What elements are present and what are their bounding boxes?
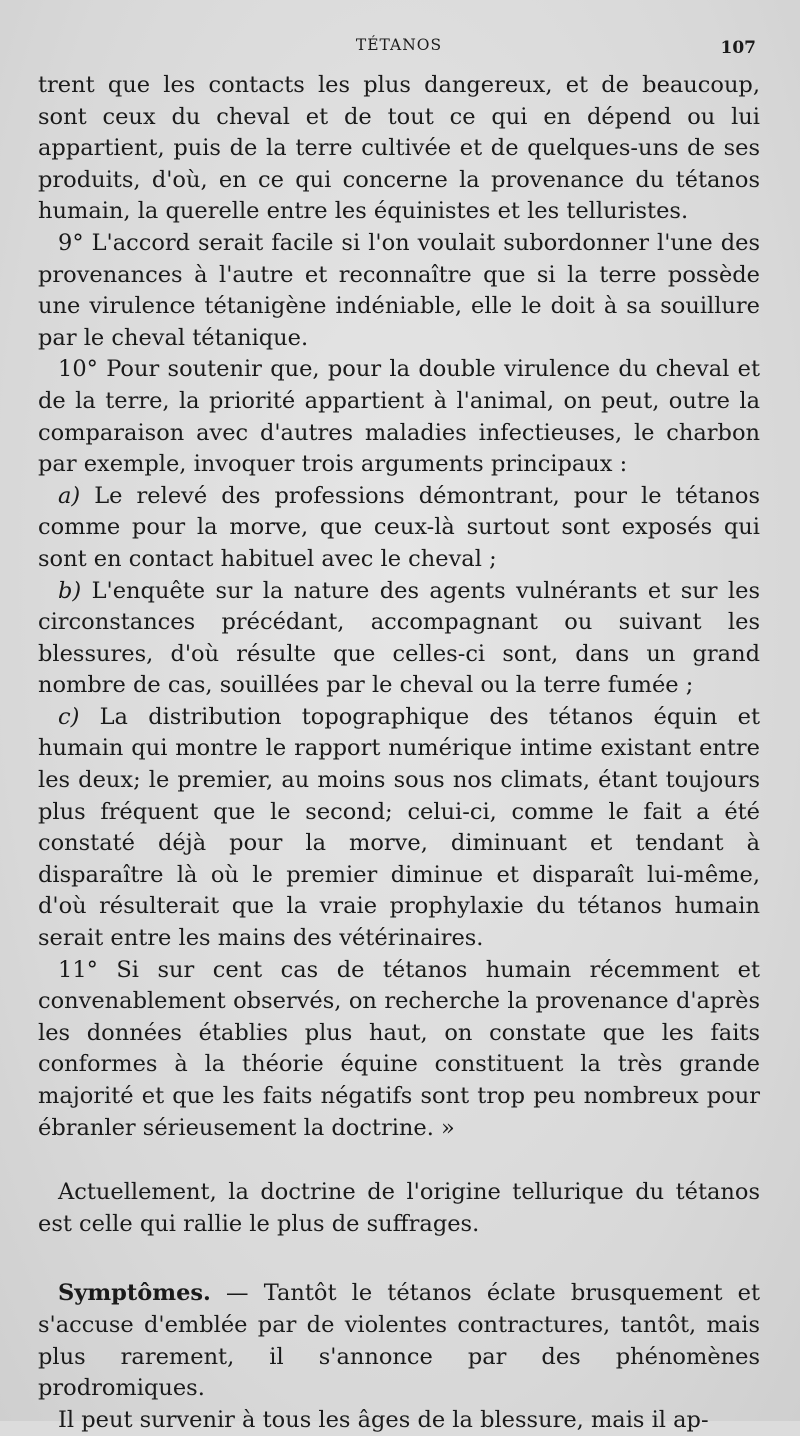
page-number: 107 [720,38,756,58]
argument-a-label: a) [58,482,81,509]
running-header [38,30,760,64]
paragraph-argument-a [38,481,760,576]
running-title: TÉTANOS [355,36,443,54]
paragraph-continuation: trent que les contacts les plus dangereux, et de beaucoup, sont ceux du cheval et de tout ce qui en dépend ou lui appartient, puis de la terre cultivée et de quelques-uns de ses produits, d'où, en ce qui concerne la provenance du tétanos humain, la querelle entre les équinistes et les telluristes. [38,72,760,225]
paragraph-onset: Il peut survenir à tous les âges de la blessure, mais il ap- [58,1406,709,1433]
paragraph-current-doctrine: Actuellement, la doctrine de l'origine tellurique du tétanos est celle qui rallie le plus de suffrages. [38,1179,760,1237]
section-heading-symptoms: Symptômes. [58,1280,211,1307]
argument-b-label: b) [58,577,82,604]
argument-a-text: Le relevé des professions démontrant, pour le tétanos comme pour la morve, que ceux-là surtout sont exposés qui sont en contact habituel avec le cheval ; [38,482,760,572]
body-text [38,70,760,1436]
paragraph-argument-b [38,576,760,702]
paragraph-argument-c [38,702,760,955]
paragraph-point-11: 11° Si sur cent cas de tétanos humain récemment et convenablement observés, on recherche la provenance d'après les données établies plus haut, on constate que les faits conformes à la théorie équine constituent la très grande majorité et que les faits négatifs sont trop peu nombreux pour ébranler sérieusement la doctrine. » [38,956,760,1141]
paragraph-spacer [38,1144,760,1177]
section-spacer [38,1240,760,1278]
argument-c-label: c) [58,703,80,730]
paragraph-point-10: 10° Pour soutenir que, pour la double virulence du cheval et de la terre, la priorité appartient à l'animal, on peut, outre la comparaison avec d'autres maladies infectieuses, le charbon par exemple, invoquer trois arguments principaux : [38,356,760,478]
paragraph-symptoms [38,1278,760,1404]
argument-c-text: La distribution topographique des tétanos équin et humain qui montre le rapport numérique intime existant entre les deux; le premier, au moins sous nos climats, étant toujours plus fréquent que le second; celui-ci, comme le fait a été constaté déjà pour la morve, diminuant et tendant à disparaître là où le premier diminue et disparaît lui-même, d'où résulterait que la vraie prophylaxie du tétanos humain serait entre les mains des vétérinaires. [38,703,760,952]
paragraph-point-9: 9° L'accord serait facile si l'on voulait subordonner l'une des provenances à l'autre et reconnaître que si la terre possède une virulence tétanigène indéniable, elle le doit à sa souillure par le cheval tétanique. [38,229,760,351]
argument-b-text: L'enquête sur la nature des agents vulnérants et sur les circonstances précédant, accompagnant ou suivant les blessures, d'où résulte que celles-ci sont, dans un grand nombre de cas, souillées par le cheval ou la terre fumée ; [38,577,760,699]
symptoms-text: — Tantôt le tétanos éclate brusquement et s'accuse d'emblée par de violentes contractures, tantôt, mais plus rarement, il s'annonce par des phénomènes prodromiques. [38,1280,760,1402]
